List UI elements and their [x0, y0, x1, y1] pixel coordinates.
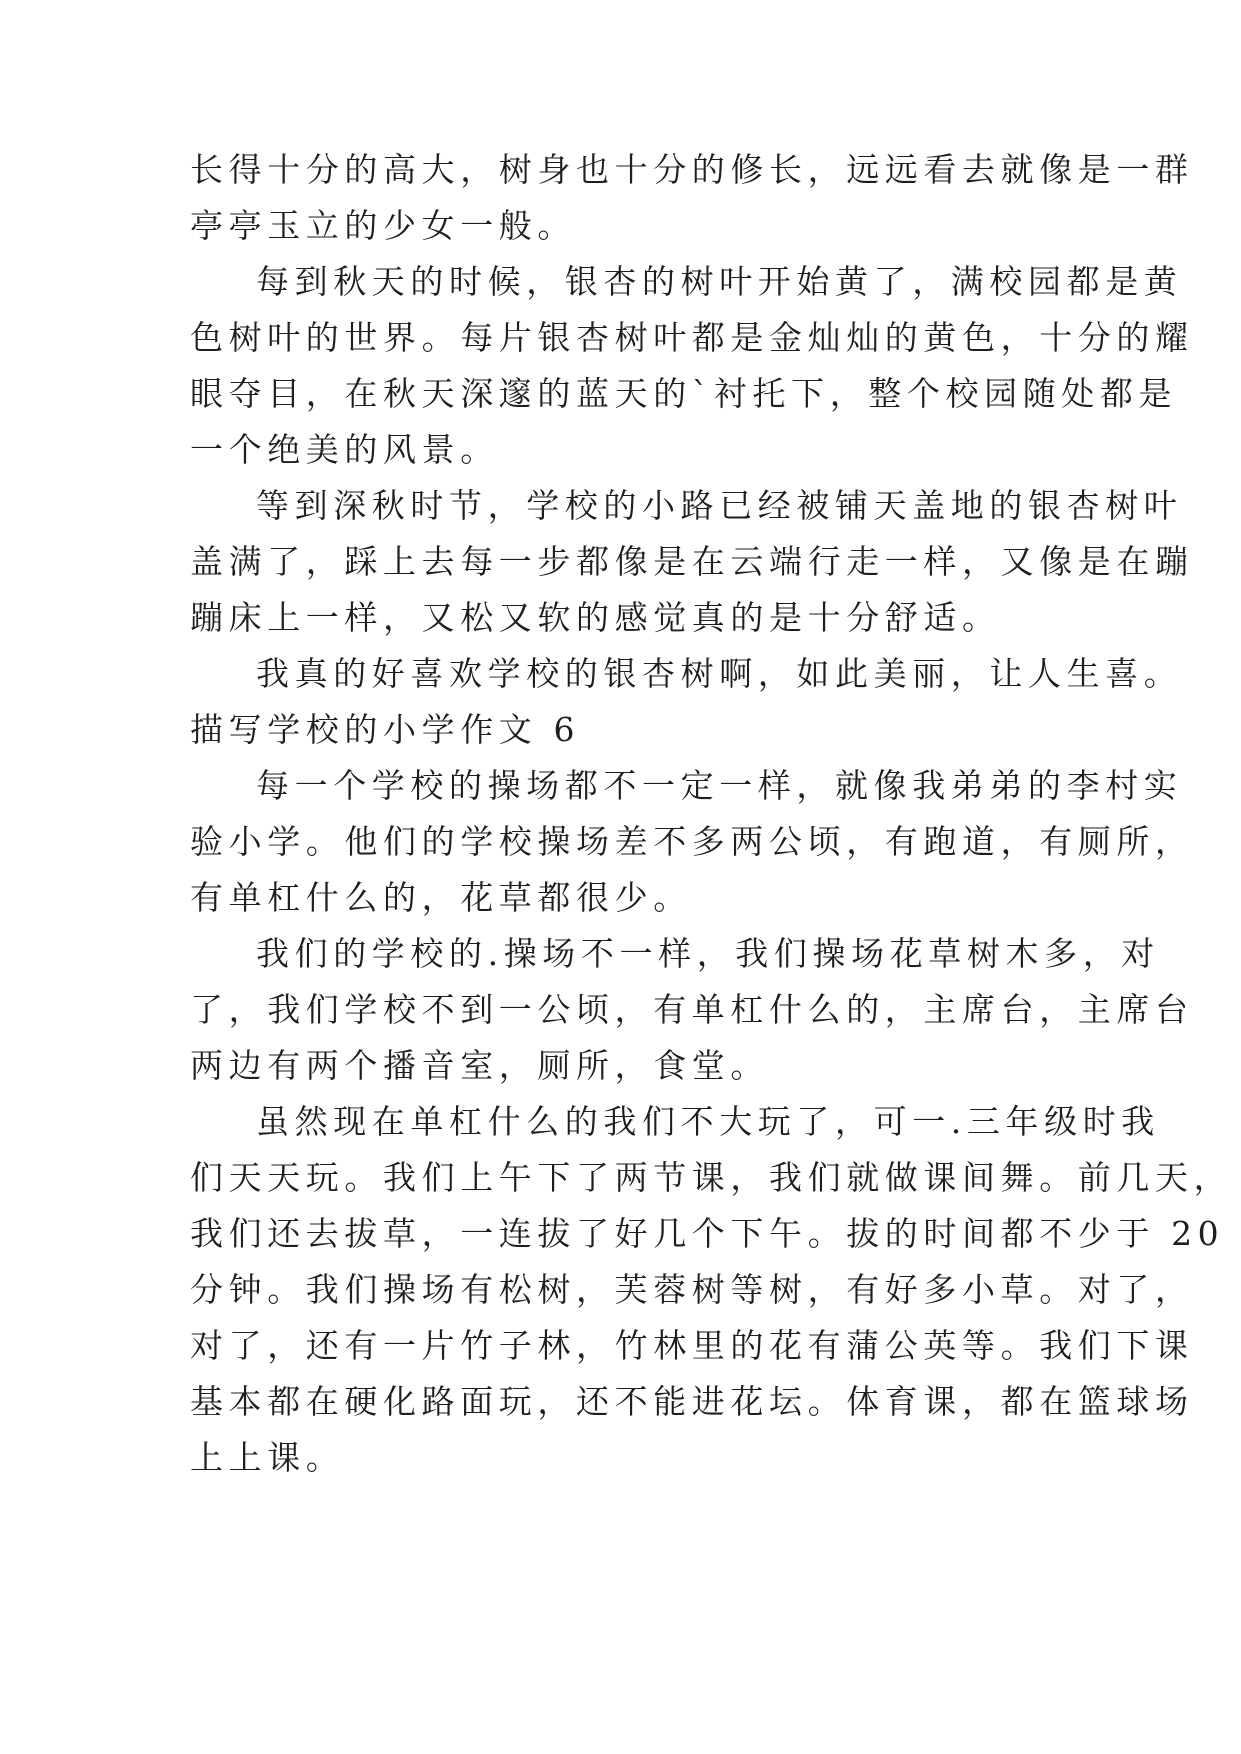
text-line: 眼夺目，在秋天深邃的蓝天的`衬托下，整个校园随处都是 — [190, 374, 1178, 413]
text-line: 蹦床上一样，又松又软的感觉真的是十分舒适。 — [190, 598, 1001, 637]
text-line: 一个绝美的风景。 — [190, 430, 499, 469]
text-line: 色树叶的世界。每片银杏树叶都是金灿灿的黄色，十分的耀 — [190, 318, 1194, 357]
paragraph-start-line: 每一个学校的操场都不一定一样，就像我弟弟的李村实 — [256, 766, 1183, 805]
text-line: 两边有两个播音室，厕所，食堂。 — [190, 1046, 769, 1085]
paragraph-start-line: 虽然现在单杠什么的我们不大玩了，可一.三年级时我 — [256, 1102, 1160, 1141]
text-line: 长得十分的高大，树身也十分的修长，远远看去就像是一群 — [190, 150, 1194, 189]
paragraph-start-line: 我真的好喜欢学校的银杏树啊，如此美丽，让人生喜。 — [256, 654, 1183, 693]
text-line: 有单杠什么的，花草都很少。 — [190, 878, 692, 917]
text-line: 分钟。我们操场有松树，芙蓉树等树，有好多小草。对了， — [190, 1270, 1194, 1309]
section-heading: 描写学校的小学作文 6 — [190, 710, 581, 749]
text-line: 我们还去拔草，一连拔了好几个下午。拔的时间都不少于 20 — [190, 1214, 1225, 1253]
paragraph-start-line: 等到深秋时节，学校的小路已经被铺天盖地的银杏树叶 — [256, 486, 1183, 525]
text-line: 了，我们学校不到一公顷，有单杠什么的，主席台，主席台 — [190, 990, 1194, 1029]
text-line: 盖满了，踩上去每一步都像是在云端行走一样，又像是在蹦 — [190, 542, 1194, 581]
text-line: 亭亭玉立的少女一般。 — [190, 206, 576, 245]
paragraph-start-line: 每到秋天的时候，银杏的树叶开始黄了，满校园都是黄 — [256, 262, 1183, 301]
text-line: 上上课。 — [190, 1438, 345, 1477]
text-line: 基本都在硬化路面玩，还不能进花坛。体育课，都在篮球场 — [190, 1382, 1194, 1421]
paragraph-start-line: 我们的学校的.操场不一样，我们操场花草树木多，对 — [256, 934, 1160, 973]
text-line: 验小学。他们的学校操场差不多两公顷，有跑道，有厕所， — [190, 822, 1194, 861]
text-line: 们天天玩。我们上午下了两节课，我们就做课间舞。前几天， — [190, 1158, 1233, 1197]
text-line: 对了，还有一片竹子林，竹林里的花有蒲公英等。我们下课 — [190, 1326, 1194, 1365]
